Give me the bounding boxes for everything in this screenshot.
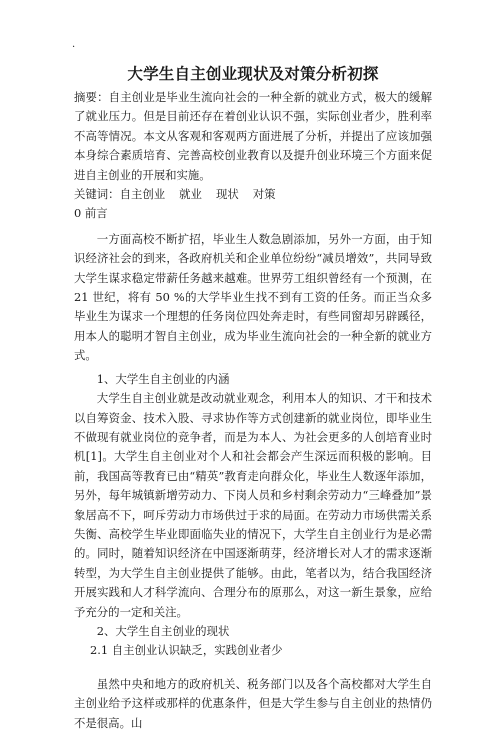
keyword-term: 对策 (252, 187, 276, 202)
section-1-paragraph: 大学生自主创业就是改动就业观念，利用本人的知识、才干和技术以自筹资金、技术入股、寻求协作等方式创建新的就业岗位，即毕业生不做现有就业岗位的竞争者，而是为本人、为社会更多的人创培育业时机[1]。大学生自主创业对个人和社会都会产生深远而积极的影响。目前，我国高等教育已由“精英”教育走向群众化，毕业生人数逐年添加，另外，每年城镇新增劳动力、下岗人员和乡村剩余劳动力“三峰叠加”景象居高不下，呵斥劳动力市场供过于求的局面。在劳动力市场供需关系失衡、高校学生毕业即面临失业的情况下，大学生自主创业行为是必需的。同时，随着知识经济在中国逐渐萌芽，经济增长对人才的需求逐渐转型，为大学生自主创业提供了能够。由此，笔者以为，结合我国经济开展实践和人才科学流向、合理分布的原那么，对这一新生景象，应给予充分的一定和关注。 (74, 391, 432, 619)
section-heading-0: 0 前言 (74, 206, 108, 221)
page-marker: . (72, 39, 76, 50)
section-2-1-paragraph: 虽然中央和地方的政府机关、税务部门以及各个高校都对大学生自主创业给予这样或那样的优惠条件，但是大学生参与自主创业的热情仍不是很高。山 (74, 676, 432, 730)
abstract-paragraph: 摘要：自主创业是毕业生流向社会的一种全新的就业方式，极大的缓解了就业压力。但是目前还存在着创业认识不强，实际创业者少，胜利率不高等情况。本文从客观和客观两方面进展了分析，并提出了应该加强本身综合素质培育、完善高校创业教育以及提升创业环境三个方面来促进自主创业的开展和实施。 (74, 90, 432, 182)
section-heading-2: 2、大学生自主创业的现状 (96, 623, 230, 638)
section-0-paragraph: 一方面高校不断扩招，毕业生人数急剧添加，另外一方面，由于知识经济社会的到来，各政府机关和企业单位纷纷“减员增效”，共同导致大学生谋求稳定带薪任务越来越难。世界劳工组织曾经有一个预测，在 21 世纪，将有 50 %的大学毕业生找不到有工资的任务。而正当众多毕业生为谋求一个理想的任务岗位四处奔走时，有些同窗却另辟蹊径，用本人的聪明才智自主创业，成为毕业生流向社会的一种全新的就业方式。 (74, 231, 432, 363)
section-heading-2-1: 2.1 自主创业认识缺乏，实践创业者少 (89, 643, 283, 658)
keyword-term: 就业 (179, 187, 202, 202)
section-heading-1: 1、大学生自主创业的内涵 (96, 371, 230, 386)
document-title: 大学生自主创业现状及对策分析初探 (127, 64, 379, 83)
keyword-term: 现状 (215, 187, 239, 202)
keyword-term: 自主创业 (119, 187, 166, 202)
keywords-label: 关键词： (74, 187, 120, 202)
keywords-line (74, 185, 432, 204)
